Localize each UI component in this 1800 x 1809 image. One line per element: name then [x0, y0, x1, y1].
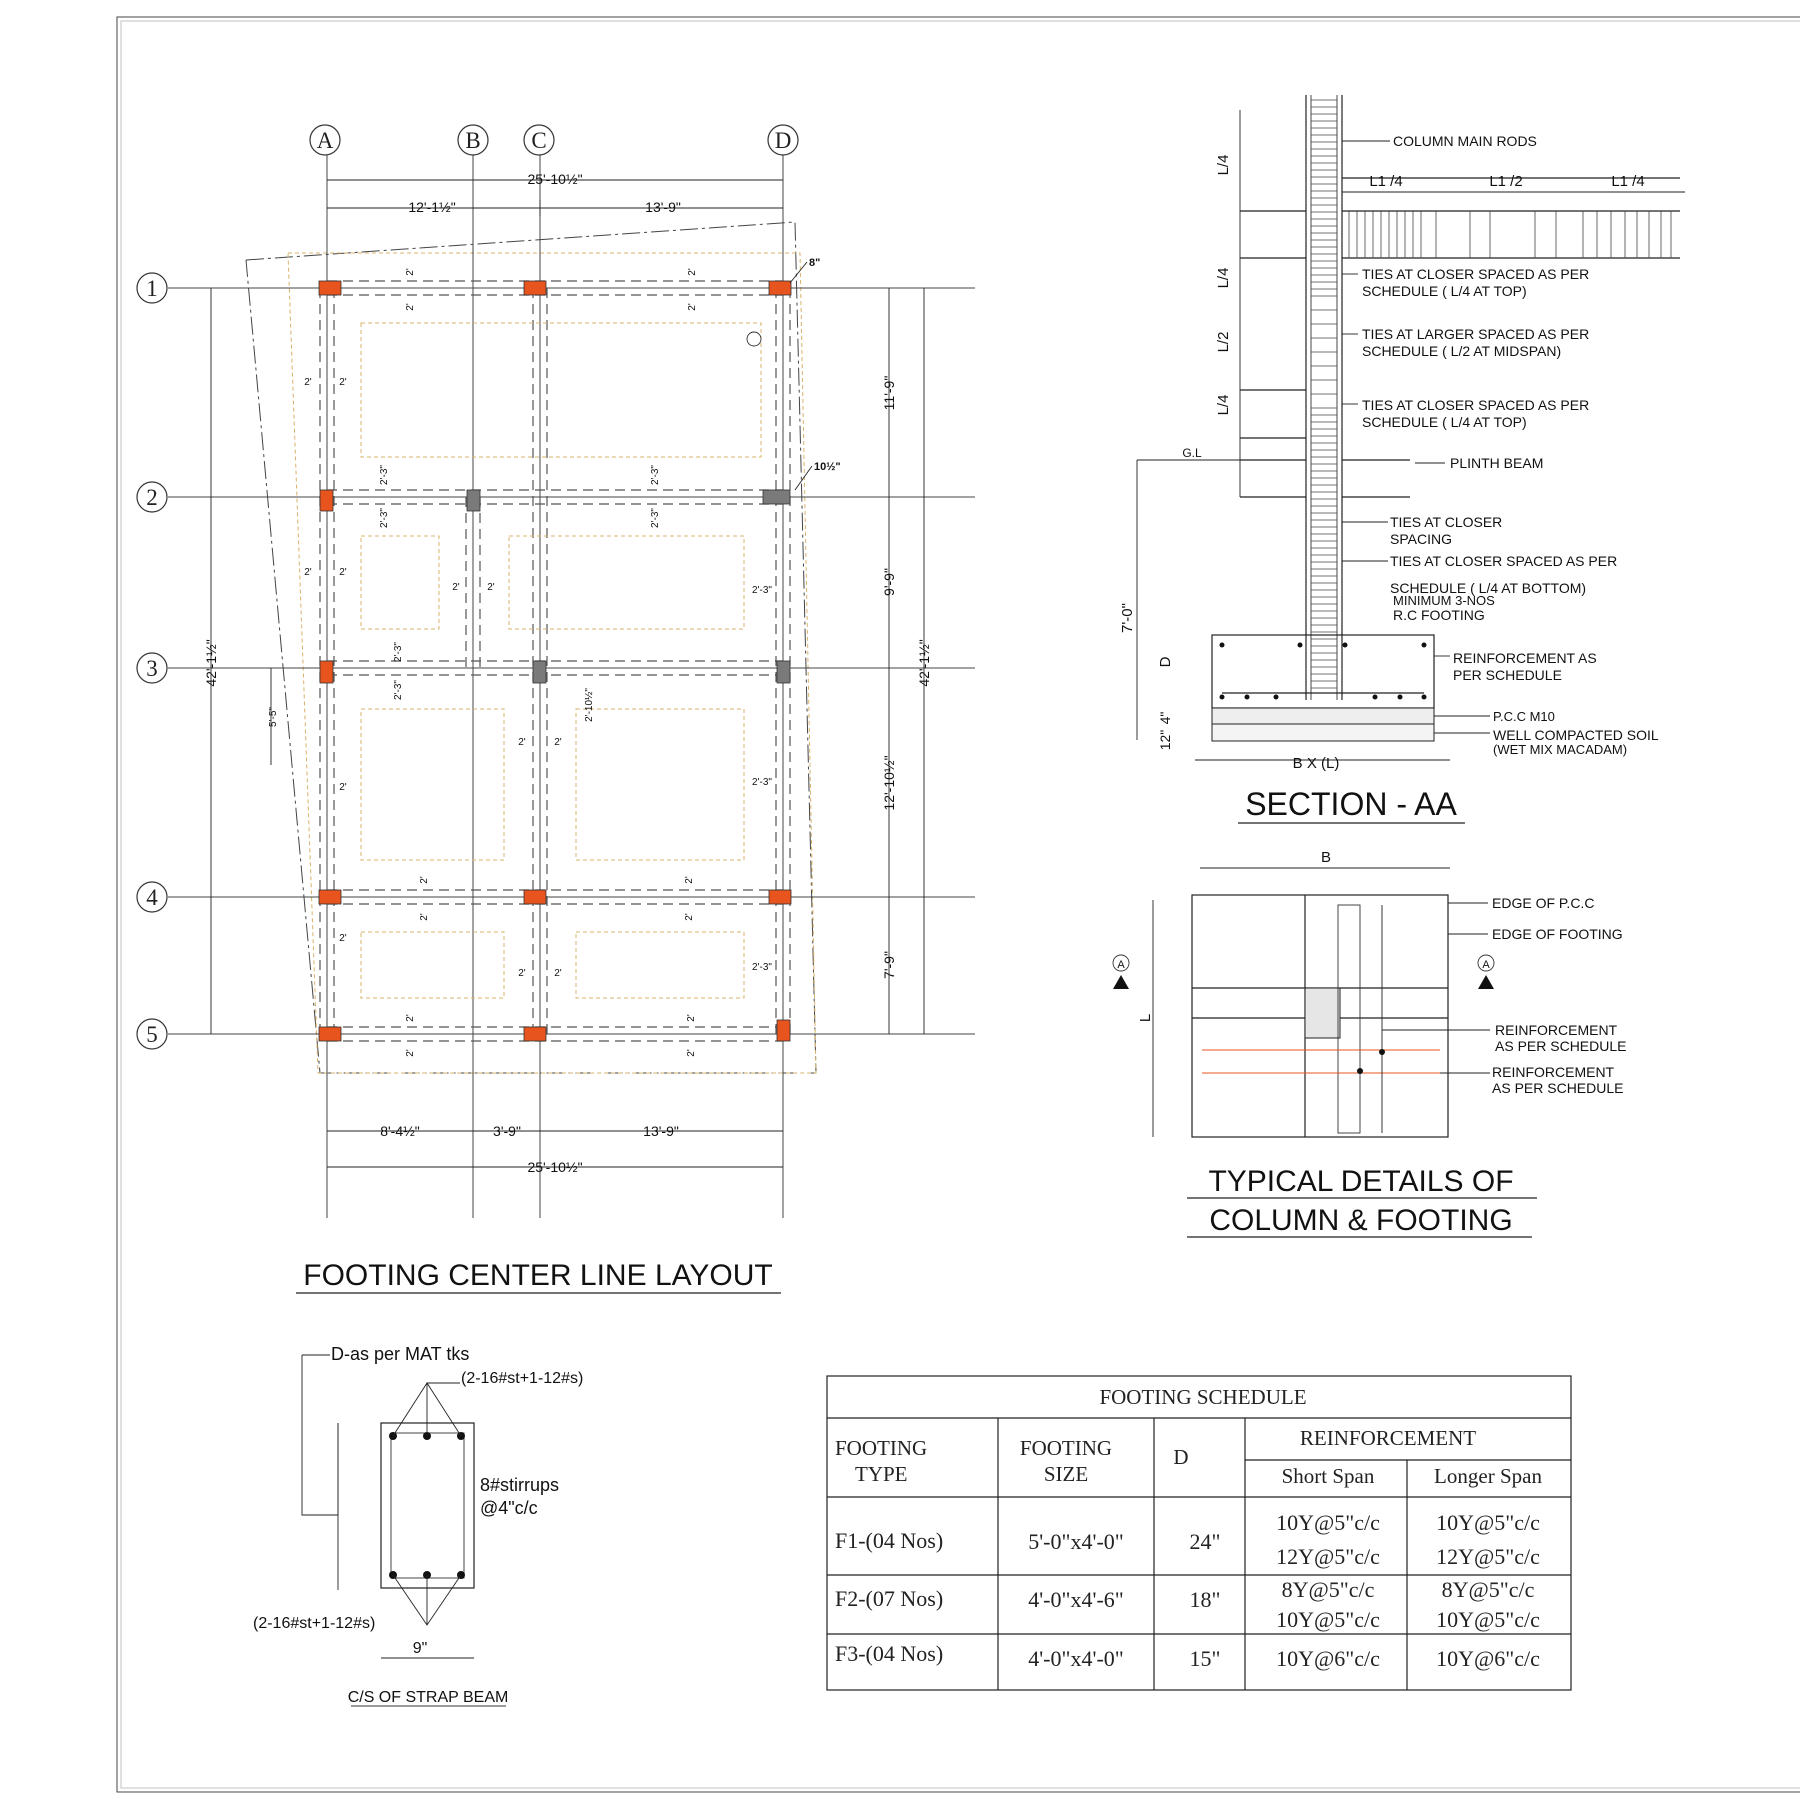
label-ties-mid-b: SCHEDULE ( L/2 AT MIDSPAN) [1362, 343, 1562, 359]
dim-bottom-overall: 25'-10½" [527, 1159, 583, 1175]
col-short: Short Span [1281, 1464, 1375, 1488]
column-d5 [777, 1020, 790, 1041]
label-main-rods: COLUMN MAIN RODS [1393, 133, 1537, 149]
strap-beams [320, 281, 790, 1041]
typical-title-2: COLUMN & FOOTING [1209, 1204, 1513, 1237]
clear-5: 2' [304, 377, 312, 388]
col-size-b: SIZE [1043, 1462, 1089, 1486]
label-reinf1-b: AS PER SCHEDULE [1495, 1038, 1627, 1054]
dim-bottom-cd: 13'-9" [643, 1123, 679, 1139]
pcc-outline [288, 253, 816, 1073]
label-reinf2-a: REINFORCEMENT [1492, 1064, 1615, 1080]
row3-long-1: 10Y@6"c/c [1436, 1646, 1540, 1671]
column-d1 [769, 281, 791, 295]
top-dimensions [327, 171, 783, 216]
column-hatch [1305, 988, 1340, 1038]
dim-right-34: 12'-10½" [881, 755, 897, 811]
strap-d-label: D-as per MAT tks [331, 1344, 470, 1364]
layout-title: FOOTING CENTER LINE LAYOUT [303, 1259, 773, 1292]
section-title: SECTION - AA [1245, 786, 1457, 822]
label-rc-footing: R.C FOOTING [1393, 607, 1485, 623]
clear-29: 2' [554, 968, 562, 979]
strap-stirrup [391, 1433, 464, 1578]
clear-26: 2' [684, 913, 695, 921]
label-ties-top1-a: TIES AT CLOSER SPACED AS PER [1362, 266, 1590, 282]
strap-title: C/S OF STRAP BEAM [347, 1689, 509, 1706]
row2-long-1: 8Y@5"c/c [1441, 1577, 1535, 1602]
beam-l14-b: L1 /4 [1611, 173, 1645, 190]
bubble-d: D [774, 128, 792, 153]
column-a2 [320, 490, 333, 511]
grid-bubbles [137, 125, 798, 1049]
beam-stirrups [1349, 211, 1671, 258]
row1-short-1: 10Y@5"c/c [1276, 1510, 1380, 1535]
row1-type: F1-(04 Nos) [835, 1528, 944, 1553]
dim-top-cd: 13'-9" [645, 199, 681, 215]
clear-23: 2' [419, 876, 430, 884]
strap-outer [381, 1423, 474, 1588]
label-soil-b: (WET MIX MACADAM) [1493, 742, 1628, 757]
label-soil-a: WELL COMPACTED SOIL [1493, 727, 1659, 743]
column-b2 [467, 490, 480, 511]
clear-8: 2'-3" [379, 508, 390, 528]
bubble-2: 2 [146, 485, 158, 510]
label-depth-7: 7'-0" [1119, 603, 1136, 633]
dim-top-overall: 25'-10½" [527, 171, 583, 187]
row2-type: F2-(07 Nos) [835, 1586, 944, 1611]
footing-schedule [827, 1376, 1571, 1690]
label-pcc: P.C.C M10 [1493, 709, 1555, 724]
clear-28: 2' [518, 968, 526, 979]
clear-10: 2'-3" [650, 508, 661, 528]
col-size-a: FOOTING [1019, 1436, 1113, 1460]
dim-top-ab: 12'-1½" [408, 199, 456, 215]
label-reinf1-a: REINFORCEMENT [1495, 1022, 1618, 1038]
row1-d: 24" [1189, 1529, 1221, 1554]
label-4in: 4" [1157, 711, 1173, 725]
row1-long-2: 12Y@5"c/c [1436, 1544, 1540, 1569]
lv-1: L/4 [1215, 154, 1232, 176]
clear-21: 2' [339, 782, 347, 793]
column-c4 [524, 890, 546, 904]
strap-width: 9" [412, 1640, 428, 1657]
typical-title-1: TYPICAL DETAILS OF [1208, 1165, 1514, 1198]
col-reinf: REINFORCEMENT [1299, 1426, 1477, 1450]
dim-right-overall: 42'-1½" [916, 639, 932, 687]
column-d3 [777, 661, 790, 683]
clear-14: 2' [487, 582, 495, 593]
pcc-layer [1212, 708, 1434, 724]
clear-16: 2'-3" [393, 642, 404, 662]
label-reinf-b: PER SCHEDULE [1453, 667, 1562, 683]
clear-15: 2'-3" [752, 585, 772, 596]
label-d: D [1157, 656, 1174, 668]
lv-2: L/4 [1215, 267, 1232, 289]
dim-bottom-ab: 8'-4½" [380, 1123, 420, 1139]
label-edge-pcc: EDGE OF P.C.C [1492, 895, 1595, 911]
clear-13: 2' [452, 582, 460, 593]
clear-11: 2' [304, 567, 312, 578]
beam-l14-a: L1 /4 [1369, 173, 1403, 190]
label-ties-top2-b: SCHEDULE ( L/4 AT TOP) [1362, 414, 1527, 430]
label-reinf2-b: AS PER SCHEDULE [1492, 1080, 1624, 1096]
col-long: Longer Span [1434, 1464, 1542, 1488]
label-bxl: B X (L) [1292, 755, 1340, 772]
bubble-a: A [316, 128, 334, 153]
section-mark-a-right: A [1482, 959, 1490, 971]
clear-9: 2'-3" [650, 465, 661, 485]
dim-right-23: 9'-9" [881, 568, 897, 596]
dim-right-12: 11'-9" [881, 375, 897, 411]
dim-left-skew: 5'-5" [268, 707, 279, 727]
row3-type: F3-(04 Nos) [835, 1641, 944, 1666]
clear-3: 2' [687, 268, 698, 276]
beam-l12: L1 /2 [1489, 173, 1523, 190]
right-dimensions [881, 288, 932, 1034]
label-edge-footing: EDGE OF FOOTING [1492, 926, 1623, 942]
column-d2 [763, 490, 790, 504]
lv-4: L/4 [1215, 394, 1232, 416]
label-ties-mid-a: TIES AT LARGER SPACED AS PER [1362, 326, 1590, 342]
bubble-3: 3 [146, 656, 158, 681]
row1-long-1: 10Y@5"c/c [1436, 1510, 1540, 1535]
bubble-4: 4 [146, 885, 158, 910]
column-ties [1311, 100, 1337, 688]
row2-short-1: 8Y@5"c/c [1281, 1577, 1375, 1602]
clear-12: 2' [339, 567, 347, 578]
strap-beam-section [253, 1344, 583, 1706]
clear-27: 2' [339, 933, 347, 944]
clear-18: 2'-10½" [584, 688, 595, 722]
bottom-dimensions [327, 1123, 783, 1175]
clear-33: 2' [686, 1014, 697, 1022]
clear-31: 2' [405, 1014, 416, 1022]
col-type-b: TYPE [855, 1462, 908, 1486]
label-ties-bot-b: SCHEDULE ( L/4 AT BOTTOM) [1390, 580, 1587, 596]
clear-6: 2' [339, 377, 347, 388]
typical-details [1113, 849, 1626, 1237]
clear-19: 2' [518, 737, 526, 748]
row2-short-2: 10Y@5"c/c [1276, 1607, 1380, 1632]
label-ties-top1-b: SCHEDULE ( L/4 AT TOP) [1362, 283, 1527, 299]
column-c1 [524, 281, 546, 295]
row1-short-2: 12Y@5"c/c [1276, 1544, 1380, 1569]
bubble-5: 5 [146, 1022, 158, 1047]
column-a4 [319, 890, 341, 904]
col-type-a: FOOTING [835, 1436, 928, 1460]
clear-4: 2' [687, 303, 698, 311]
left-dimensions [203, 288, 279, 1034]
dim-right-45: 7'-9" [881, 951, 897, 979]
column-d4 [769, 890, 791, 904]
row2-long-2: 10Y@5"c/c [1436, 1607, 1540, 1632]
callout-10in: 10½" [814, 461, 841, 473]
clear-17: 2'-3" [393, 680, 404, 700]
label-ties-close-b: SPACING [1390, 531, 1452, 547]
label-ties-top2-a: TIES AT CLOSER SPACED AS PER [1362, 397, 1590, 413]
label-ties-close-a: TIES AT CLOSER [1390, 514, 1503, 530]
clear-1: 2' [405, 268, 416, 276]
label-gl: G.L [1182, 446, 1202, 460]
column-c5 [524, 1027, 546, 1041]
bubble-c: C [531, 128, 547, 153]
clear-34: 2' [686, 1049, 697, 1057]
callout-8in: 8" [809, 257, 821, 269]
clear-22: 2'-3" [752, 777, 772, 788]
column-a5 [319, 1027, 341, 1041]
row2-d: 18" [1189, 1587, 1221, 1612]
schedule-title: FOOTING SCHEDULE [1099, 1385, 1307, 1409]
row2-size: 4'-0"x4'-6" [1028, 1587, 1124, 1612]
clear-25: 2' [684, 876, 695, 884]
row1-size: 5'-0"x4'-0" [1028, 1529, 1124, 1554]
label-12in: 12" [1157, 729, 1173, 751]
clear-30: 2'-3" [752, 962, 772, 973]
footing-rebar-dots [1220, 643, 1427, 700]
label-plinth: PLINTH BEAM [1450, 455, 1544, 471]
bubble-1: 1 [146, 276, 158, 301]
strap-stirrups-a: 8#stirrups [480, 1475, 560, 1495]
column-a3 [320, 661, 333, 683]
section-mark-a-left: A [1117, 959, 1125, 971]
row3-d: 15" [1189, 1646, 1221, 1671]
label-reinf-a: REINFORCEMENT AS [1453, 650, 1597, 666]
soil-layer [1212, 724, 1434, 741]
clear-20: 2' [554, 737, 562, 748]
label-min3: MINIMUM 3-NOS [1393, 593, 1495, 608]
strap-top-bars: (2-16#st+1-12#s) [461, 1370, 584, 1387]
column-a1 [319, 281, 341, 295]
bubble-b: B [465, 128, 481, 153]
survey-marker [747, 332, 761, 346]
plot-boundary [246, 222, 816, 1073]
clear-2: 2' [405, 303, 416, 311]
label-b: B [1320, 849, 1332, 866]
col-d: D [1173, 1445, 1189, 1469]
column-c3 [533, 661, 546, 683]
strap-stirrups-b: @4"c/c [480, 1498, 538, 1518]
dim-left-overall: 42'-1½" [203, 639, 219, 687]
clear-24: 2' [419, 913, 430, 921]
row3-short-1: 10Y@6"c/c [1276, 1646, 1380, 1671]
lv-3: L/2 [1215, 331, 1232, 353]
row3-size: 4'-0"x4'-0" [1028, 1646, 1124, 1671]
strap-bottom-bars: (2-16#st+1-12#s) [253, 1615, 376, 1632]
footing-layout [137, 125, 975, 1293]
clear-7: 2'-3" [379, 465, 390, 485]
label-ties-bot-a: TIES AT CLOSER SPACED AS PER [1390, 553, 1618, 569]
clear-32: 2' [405, 1049, 416, 1057]
dim-bottom-bc: 3'-9" [493, 1123, 521, 1139]
label-l: L [1137, 1013, 1154, 1023]
section-aa [1119, 95, 1685, 823]
